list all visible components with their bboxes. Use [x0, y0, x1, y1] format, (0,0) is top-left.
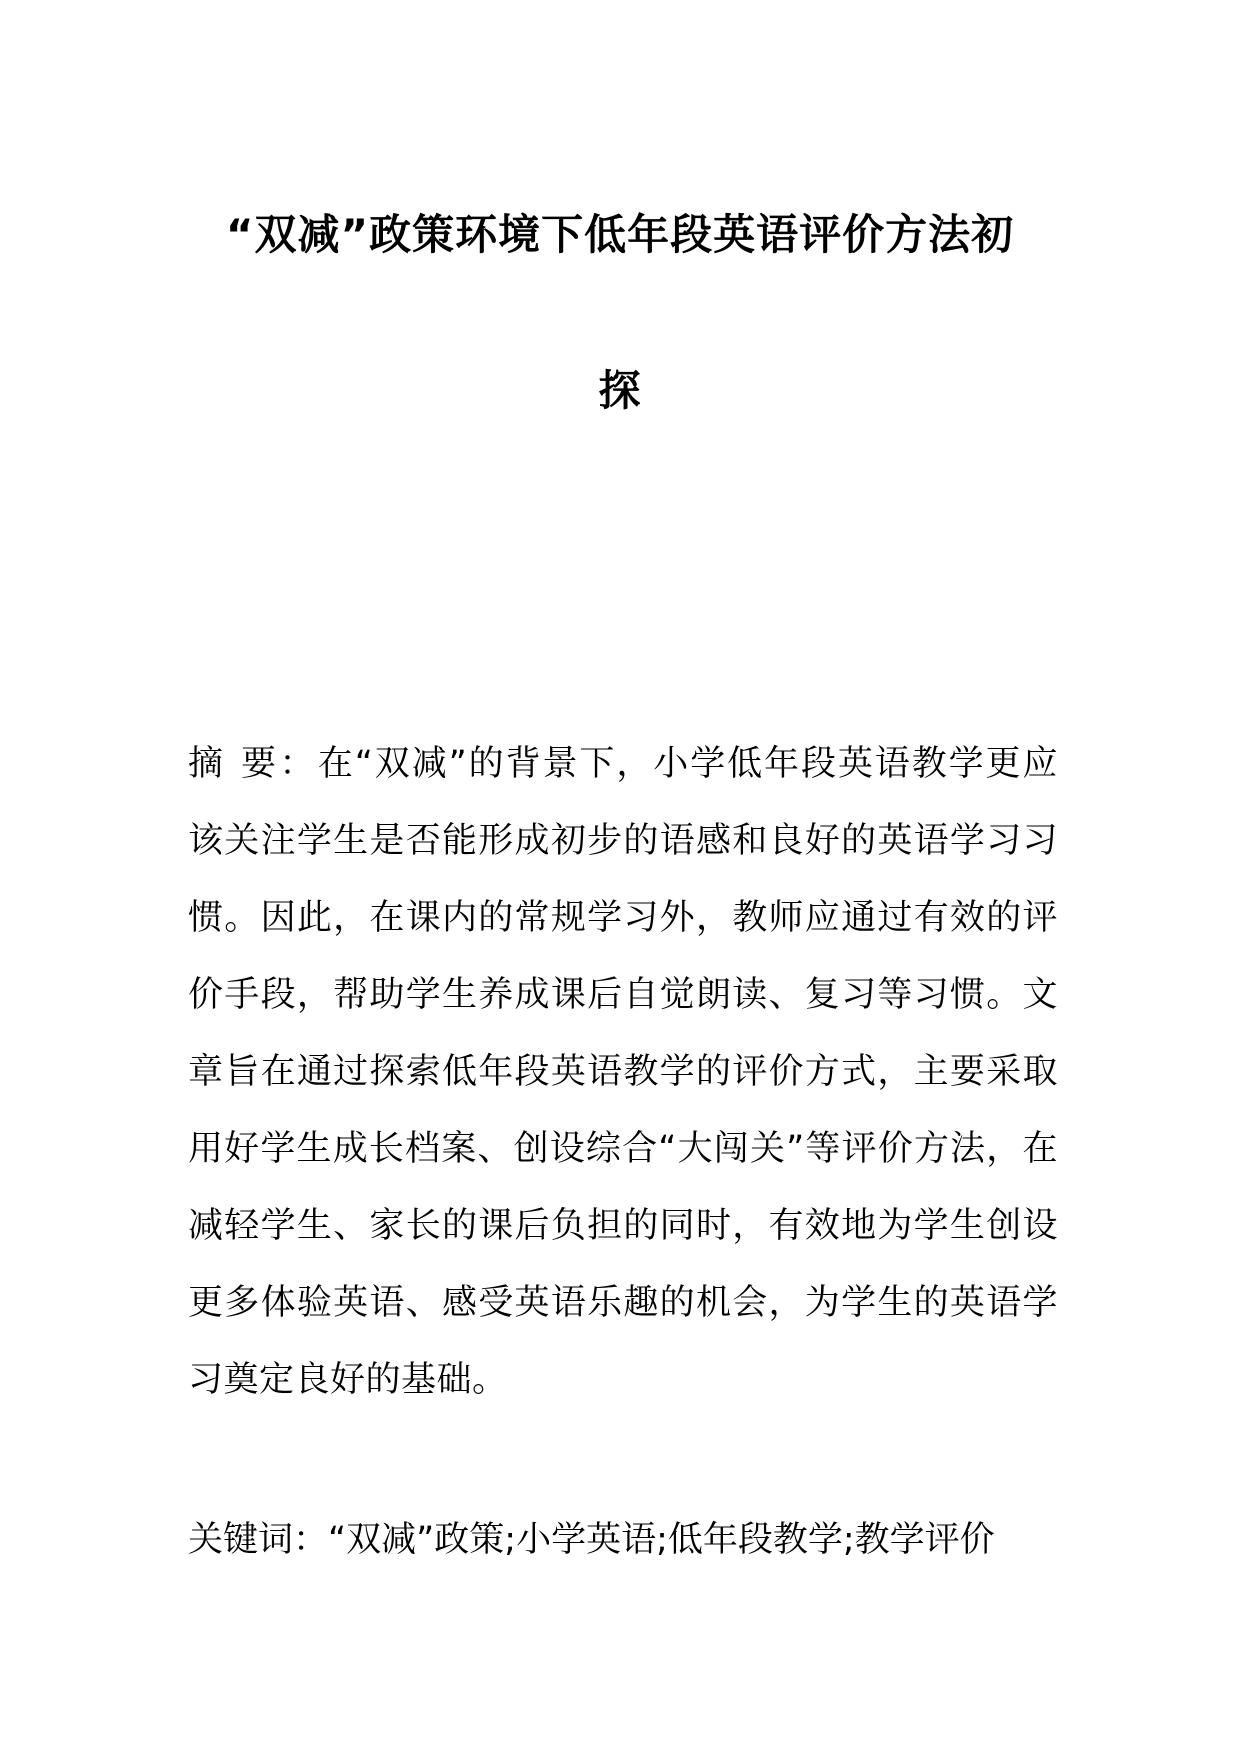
document-title-line-1: “双减”政策环境下低年段英语评价方法初	[225, 210, 1015, 259]
keywords-label: 关键词：	[188, 1520, 329, 1560]
keywords-line	[188, 1510, 1088, 1570]
document-title-line-2: 探	[598, 366, 642, 415]
keywords-text: “双减”政策;小学英语;低年段教学;教学评价	[328, 1520, 995, 1560]
abstract-label: 摘 要：	[188, 744, 318, 784]
abstract-paragraph	[188, 726, 1058, 1419]
abstract-text: 在“双减”的背景下，小学低年段英语教学更应该关注学生是否能形成初步的语感和良好的英语学习习惯。因此，在课内的常规学习外，教师应通过有效的评价手段，帮助学生养成课后自觉朗读、复习等习惯。文章旨在通过探索低年段英语教学的评价方式，主要采取用好学生成长档案、创设综合“大闯关”等评价方法，在减轻学生、家长的课后负担的同时，有效地为学生创设更多体验英语、感受英语乐趣的机会，为学生的英语学习奠定良好的基础。	[188, 744, 1058, 1400]
